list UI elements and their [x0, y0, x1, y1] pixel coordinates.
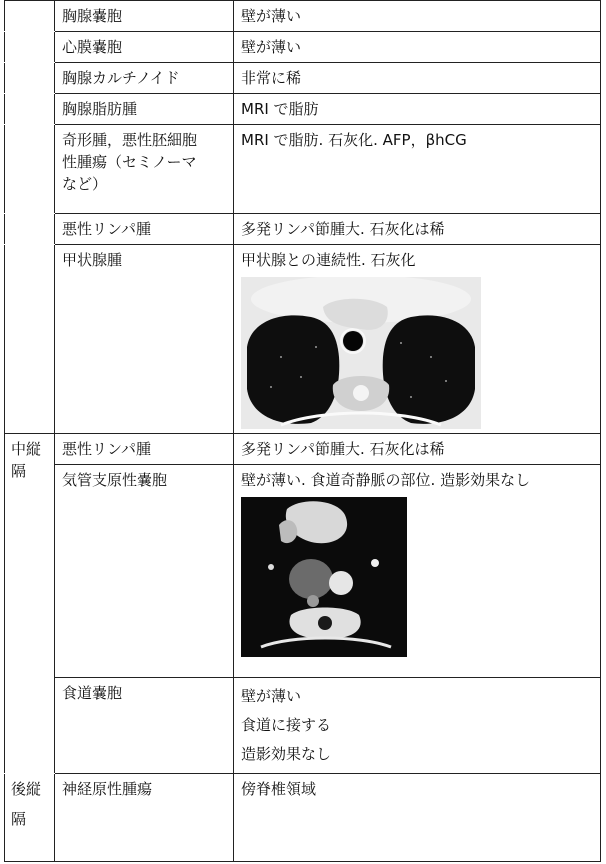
- section-cell-anterior: [5, 1, 55, 32]
- lesion-description: 傍脊椎領域: [234, 774, 601, 862]
- lesion-name: 甲状腺腫: [55, 245, 234, 434]
- lesion-name: 悪性リンパ腫: [55, 434, 234, 465]
- table-row: [5, 434, 601, 465]
- table-row: [5, 245, 601, 434]
- table-row: [5, 1, 601, 32]
- lesion-description: 甲状腺との連続性. 石灰化: [234, 245, 601, 434]
- table-row: [5, 125, 601, 214]
- lesion-name: 悪性リンパ腫: [55, 214, 234, 245]
- lesion-description: 多発リンパ節腫大. 石灰化は稀: [234, 434, 601, 465]
- lesion-name: 神経原性腫瘍: [55, 774, 234, 862]
- lesion-description: 壁が薄い: [234, 32, 601, 63]
- ct-image-bronchogenic-cyst: [241, 497, 407, 657]
- lesion-description: 壁が薄い 食道に接する 造影効果なし: [234, 678, 601, 774]
- section-cell-posterior: 後縦 隔: [5, 774, 55, 862]
- table-row: [5, 63, 601, 94]
- mediastinal-lesion-table: [4, 0, 601, 862]
- lesion-name: 胸腺カルチノイド: [55, 63, 234, 94]
- lesion-description: 多発リンパ節腫大. 石灰化は稀: [234, 214, 601, 245]
- table-row: [5, 678, 601, 774]
- table-row: [5, 94, 601, 125]
- lesion-description: 非常に稀: [234, 63, 601, 94]
- lesion-name: 気管支原性嚢胞: [55, 465, 234, 678]
- lesion-description: 壁が薄い: [234, 1, 601, 32]
- lesion-name: 胸腺脂肪腫: [55, 94, 234, 125]
- table-row: [5, 32, 601, 63]
- lesion-name: 胸腺嚢胞: [55, 1, 234, 32]
- table-row: [5, 465, 601, 678]
- lesion-description: MRI で脂肪. 石灰化. AFP，βhCG: [234, 125, 601, 214]
- table-row: [5, 214, 601, 245]
- ct-image-thyroid-goiter: [241, 277, 481, 429]
- lesion-name: 奇形腫，悪性胚細胞 性腫瘍（セミノーマ など）: [55, 125, 234, 214]
- table-row: [5, 774, 601, 862]
- lesion-description: MRI で脂肪: [234, 94, 601, 125]
- lesion-description: 壁が薄い. 食道奇静脈の部位. 造影効果なし: [234, 465, 601, 678]
- lesion-name: 心膜嚢胞: [55, 32, 234, 63]
- lesion-name: 食道嚢胞: [55, 678, 234, 774]
- section-cell-middle: 中縦 隔: [5, 434, 55, 774]
